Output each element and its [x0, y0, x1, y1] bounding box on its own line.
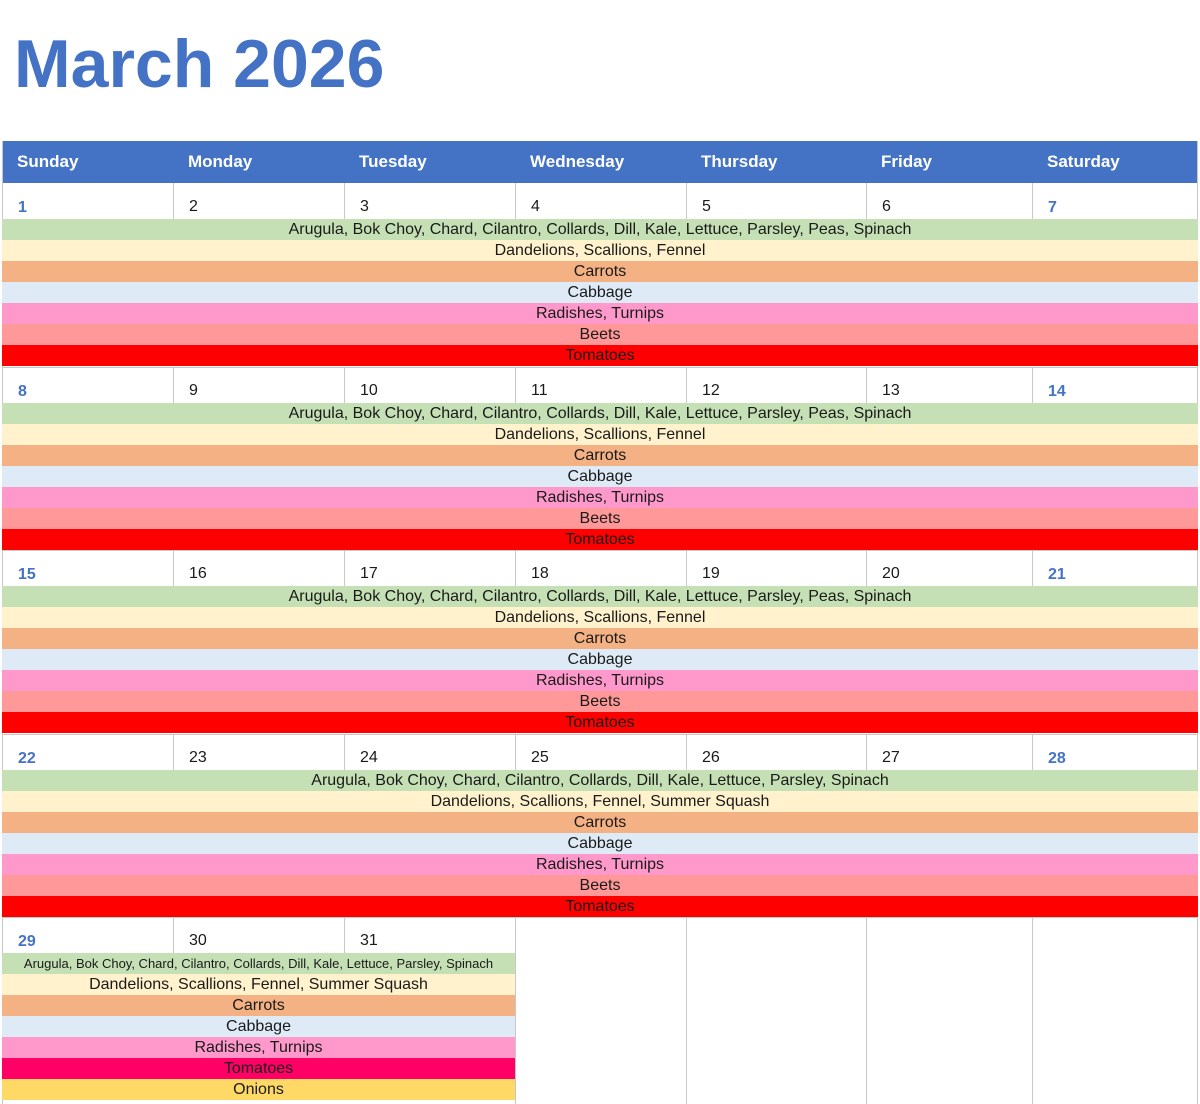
day-number: 13: [882, 381, 900, 399]
day-divider: [515, 550, 516, 586]
crop-band: Onions: [2, 1079, 515, 1100]
crop-band: Tomatoes: [2, 529, 1198, 550]
day-divider: [686, 367, 687, 403]
crop-band: Arugula, Bok Choy, Chard, Cilantro, Collards, Dill, Kale, Lettuce, Parsley, Peas, Spinach: [2, 219, 1198, 240]
day-number: 9: [189, 381, 198, 399]
crop-band: Beets: [2, 324, 1198, 345]
crop-band: Radishes, Turnips: [2, 1037, 515, 1058]
day-divider: [686, 183, 687, 219]
day-divider: [344, 917, 345, 953]
crop-band: Arugula, Bok Choy, Chard, Cilantro, Collards, Dill, Kale, Lettuce, Parsley, Spinach: [2, 770, 1198, 791]
day-divider: [686, 734, 687, 770]
day-divider: [866, 734, 867, 770]
crop-band: Tomatoes: [2, 712, 1198, 733]
crop-band: Cabbage: [2, 282, 1198, 303]
calendar-grid: [2, 141, 1198, 1104]
day-divider: [344, 734, 345, 770]
crop-band: Dandelions, Scallions, Fennel: [2, 240, 1198, 261]
crop-band: Arugula, Bok Choy, Chard, Cilantro, Collards, Dill, Kale, Lettuce, Parsley, Peas, Spinach: [2, 586, 1198, 607]
crop-band: Dandelions, Scallions, Fennel, Summer Squash: [2, 974, 515, 995]
crop-band: Dandelions, Scallions, Fennel, Summer Squash: [2, 791, 1198, 812]
weekday-header-sunday: Sunday: [17, 152, 79, 171]
week-divider: [2, 917, 1198, 918]
crop-band: Carrots: [2, 261, 1198, 282]
week-divider: [2, 367, 1198, 368]
day-divider: [515, 734, 516, 770]
weekday-header-saturday: Saturday: [1047, 152, 1120, 171]
crop-band: Carrots: [2, 995, 515, 1016]
crop-band: Beets: [2, 875, 1198, 896]
day-number: 21: [1048, 566, 1066, 584]
day-divider: [866, 550, 867, 586]
day-number: 8: [18, 382, 27, 400]
day-divider: [173, 183, 174, 219]
day-divider: [1032, 734, 1033, 770]
crop-band: Dandelions, Scallions, Fennel: [2, 424, 1198, 445]
crop-band: Tomatoes: [2, 1058, 515, 1079]
day-divider: [1032, 550, 1033, 586]
day-divider: [344, 183, 345, 219]
day-number: 2: [189, 198, 198, 215]
day-number: 4: [531, 198, 540, 215]
day-divider: [173, 550, 174, 586]
day-number: 12: [702, 381, 720, 399]
day-number: 29: [18, 933, 36, 951]
day-number: 10: [360, 381, 378, 399]
crop-band: Carrots: [2, 628, 1198, 649]
day-number: 24: [360, 748, 378, 766]
day-number: 18: [531, 565, 549, 583]
day-divider: [686, 550, 687, 586]
day-divider: [344, 550, 345, 586]
crop-band: Beets: [2, 508, 1198, 529]
day-number: 20: [882, 565, 900, 583]
crop-band: Radishes, Turnips: [2, 303, 1198, 324]
week-divider: [2, 734, 1198, 735]
crop-band: Tomatoes: [2, 896, 1198, 917]
day-number: 15: [18, 566, 36, 584]
day-divider: [173, 734, 174, 770]
weekday-header-tuesday: Tuesday: [359, 152, 427, 171]
day-number: 26: [702, 748, 720, 766]
crop-band: Dandelions, Scallions, Fennel: [2, 607, 1198, 628]
day-divider: [866, 367, 867, 403]
day-number: 1: [18, 199, 27, 216]
weekday-header-row: [2, 141, 1198, 183]
crop-band: Carrots: [2, 812, 1198, 833]
day-number: 3: [360, 198, 369, 215]
day-number: 7: [1048, 199, 1057, 216]
day-divider: [515, 367, 516, 403]
day-number: 30: [189, 932, 207, 950]
weekday-header-wednesday: Wednesday: [530, 152, 625, 171]
day-number: 14: [1048, 382, 1066, 400]
day-number: 19: [702, 565, 720, 583]
crop-band: Cabbage: [2, 1016, 515, 1037]
day-number: 11: [531, 381, 548, 399]
crop-band: Arugula, Bok Choy, Chard, Cilantro, Collards, Dill, Kale, Lettuce, Parsley, Spinach: [2, 953, 515, 974]
day-number: 25: [531, 748, 549, 766]
day-divider: [1032, 367, 1033, 403]
day-divider: [1032, 183, 1033, 219]
weekday-header-thursday: Thursday: [701, 152, 778, 171]
day-number: 27: [882, 748, 900, 766]
day-number: 23: [189, 748, 207, 766]
day-number: 22: [18, 749, 36, 767]
day-divider: [515, 183, 516, 219]
crop-band: Radishes, Turnips: [2, 854, 1198, 875]
day-divider: [1032, 917, 1033, 1104]
crop-band: Cabbage: [2, 649, 1198, 670]
day-divider: [686, 917, 687, 1104]
weekday-header-friday: Friday: [881, 152, 933, 171]
day-number: 6: [882, 198, 891, 215]
day-divider: [173, 917, 174, 953]
day-divider: [866, 183, 867, 219]
week-divider: [2, 550, 1198, 551]
calendar-title: March 2026: [14, 26, 385, 102]
day-number: 16: [189, 565, 207, 583]
crop-band: Cabbage: [2, 466, 1198, 487]
crop-band: Carrots: [2, 445, 1198, 466]
day-number: 17: [360, 565, 378, 583]
day-number: 5: [702, 198, 711, 215]
day-number: 28: [1048, 749, 1066, 767]
crop-band: Tomatoes: [2, 345, 1198, 366]
day-number: 31: [360, 932, 378, 950]
crop-band: Beets: [2, 691, 1198, 712]
crop-band: Radishes, Turnips: [2, 487, 1198, 508]
day-divider: [866, 917, 867, 1104]
crop-band: Arugula, Bok Choy, Chard, Cilantro, Collards, Dill, Kale, Lettuce, Parsley, Peas, Spinach: [2, 403, 1198, 424]
day-divider: [344, 367, 345, 403]
day-divider: [515, 953, 516, 1104]
weekday-header-monday: Monday: [188, 152, 253, 171]
crop-band: Cabbage: [2, 833, 1198, 854]
day-divider: [173, 367, 174, 403]
crop-band: Radishes, Turnips: [2, 670, 1198, 691]
